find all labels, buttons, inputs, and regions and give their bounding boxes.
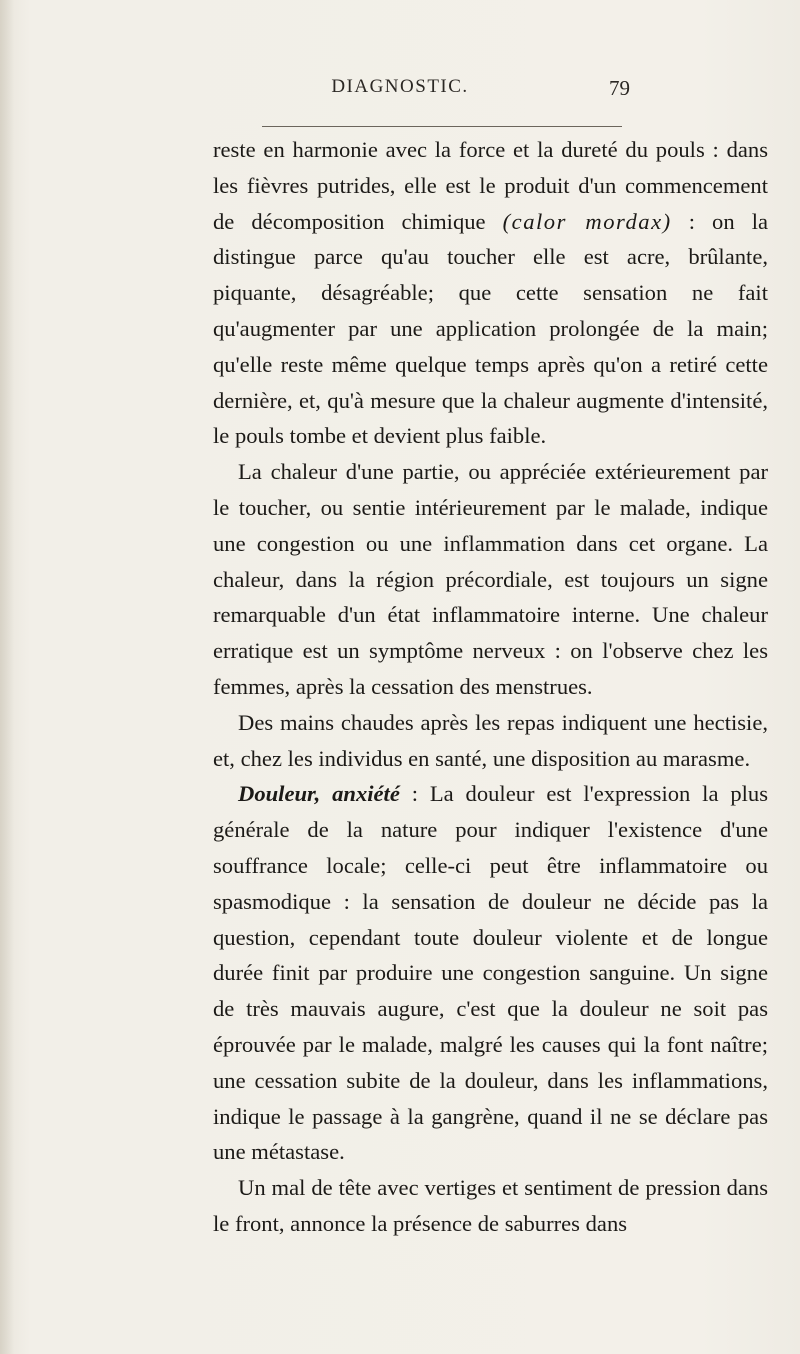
page-number: 79 — [609, 76, 630, 100]
text-run: : on la distingue parce qu'au toucher elle est acre, brûlante, piquante, désagréable; que cette sensation ne fait qu'augmenter par une application prolongée de la main; qu'elle reste même quelque temps après qu'on a retiré cette dernière, et, qu'à mesure que la chaleur augmente d'intensité, le pouls tombe et devient plus faible. — [213, 208, 769, 449]
body-text — [213, 132, 768, 1242]
paragraph — [213, 776, 768, 1170]
paragraph — [213, 1170, 768, 1242]
text-run: : La douleur est l'expression la plus générale de la nature pour indiquer l'existence d'une souffrance locale; celle-ci peut être inflammatoire ou spasmodique : la sensation de douleur ne décide pas la question, cependant toute douleur violente et de longue durée finit par produire une congestion sanguine. Un signe de très mauvais augure, c'est que la douleur ne soit pas éprouvée par le malade, malgré les causes qui la font naître; une cessation subite de la douleur, dans les inflammations, indique le passage à la gangrène, quand il ne se déclare pas une métastase. — [213, 781, 768, 1165]
text-run: reste en harmonie avec la force et la dureté du pouls : dans les fièvres putrides, elle est le produit d'un commencement de décomposition chimique — [213, 137, 768, 234]
running-head-title: DIAGNOSTIC. — [331, 76, 469, 97]
section-term: Douleur, anxiété — [238, 781, 400, 807]
text-run: La chaleur d'une partie, ou appréciée extérieurement par le toucher, ou sentie intérieurement par le malade, indique une congestion ou une inflammation dans cet organe. La chaleur, dans la région précordiale, est toujours un signe remarquable d'un état inflammatoire interne. Une chaleur erratique est un symptôme nerveux : on l'observe chez les femmes, après la cessation des menstrues. — [213, 459, 768, 699]
running-head — [0, 76, 800, 106]
text-run: Des mains chaudes après les repas indiquent une hectisie, et, chez les individus en santé, une disposition au marasme. — [213, 709, 768, 771]
paragraph — [213, 454, 768, 705]
text-run: Un mal de tête avec vertiges et sentiment de pression dans le front, annonce la présence de saburres dans — [213, 1175, 768, 1236]
paragraph — [213, 705, 768, 777]
paragraph — [213, 132, 768, 454]
latin-term: (calor mordax) — [502, 208, 672, 234]
header-rule — [262, 126, 622, 127]
binding-shadow — [0, 0, 14, 1354]
